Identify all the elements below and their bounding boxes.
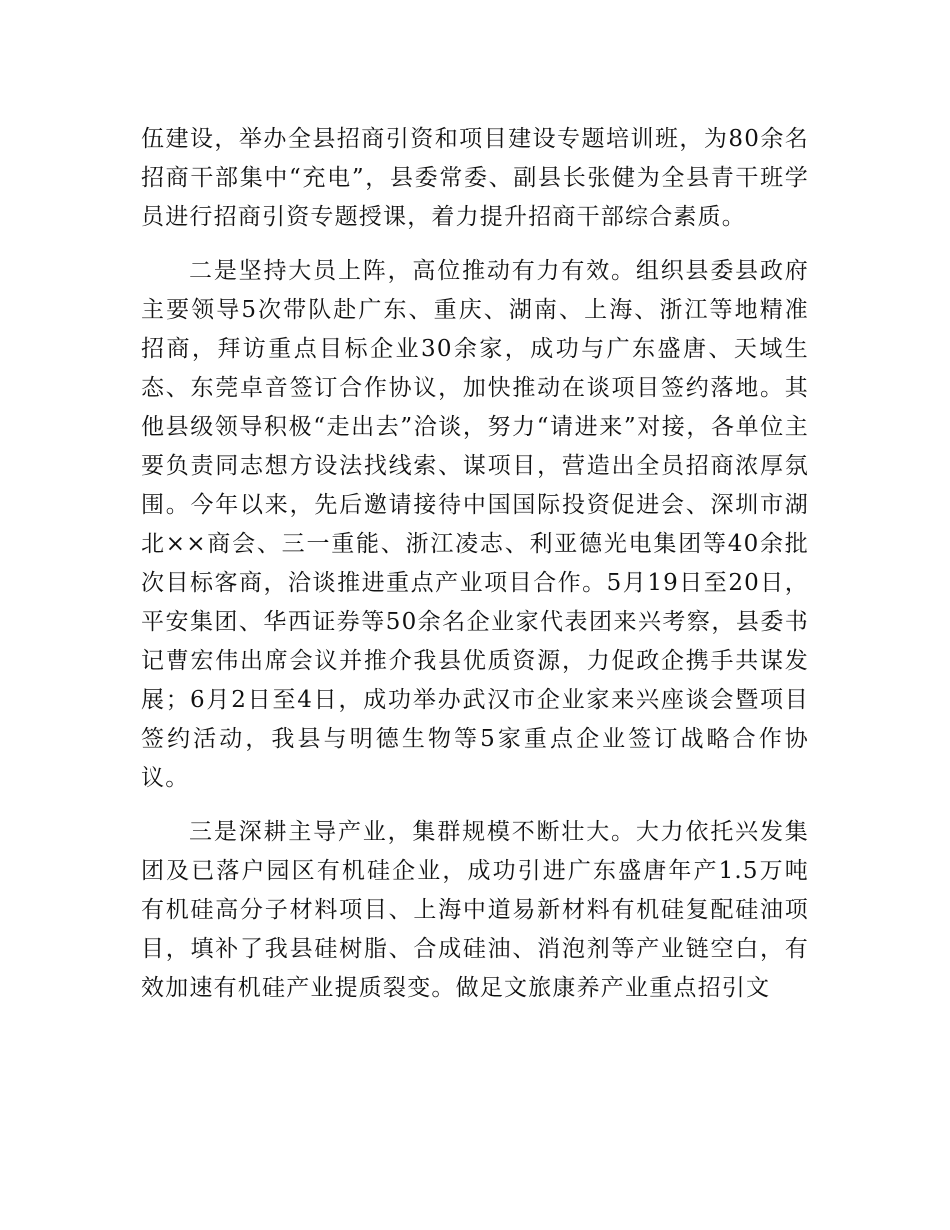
document-body bbox=[141, 120, 809, 1023]
paragraph-continuation: 伍建设，举办全县招商引资和项目建设专题培训班，为80余名招商干部集中“充电”，县委常委、副县长张健为全县青干班学员进行招商引资专题授课，着力提升招商干部综合素质。 bbox=[141, 126, 809, 230]
paragraph-leadership-investment: 二是坚持大员上阵，高位推动有力有效。组织县委县政府主要领导5次带队赴广东、重庆、湖南、上海、浙江等地精准招商，拜访重点目标企业30余家，成功与广东盛唐、天域生态、东莞卓音签订合作协议，加快推动在谈项目签约落地。其他县级领导积极“走出去”洽谈，努力“请进来”对接，各单位主要负责同志想方设法找线索、谋项目，营造出全员招商浓厚氛围。今年以来，先后邀请接待中国国际投资促进会、深圳市湖北××商会、三一重能、浙江凌志、利亚德光电集团等40余批次目标客商，洽谈推进重点产业项目合作。5月19日至20日，平安集团、华西证券等50余名企业家代表团来兴考察，县委书记曹宏伟出席会议并推介我县优质资源，力促政企携手共谋发展；6月2日至4日，成功举办武汉市企业家来兴座谈会暨项目签约活动，我县与明德生物等5家重点企业签订战略合作协议。 bbox=[141, 258, 809, 791]
paragraph-industry-cluster: 三是深耕主导产业，集群规模不断壮大。大力依托兴发集团及已落户园区有机硅企业，成功引进广东盛唐年产1.5万吨有机硅高分子材料项目、上海中道易新材料有机硅复配硅油项目，填补了我县硅树脂、合成硅油、消泡剂等产业链空白，有效加速有机硅产业提质裂变。做足文旅康养产业重点招引文 bbox=[141, 819, 809, 1001]
